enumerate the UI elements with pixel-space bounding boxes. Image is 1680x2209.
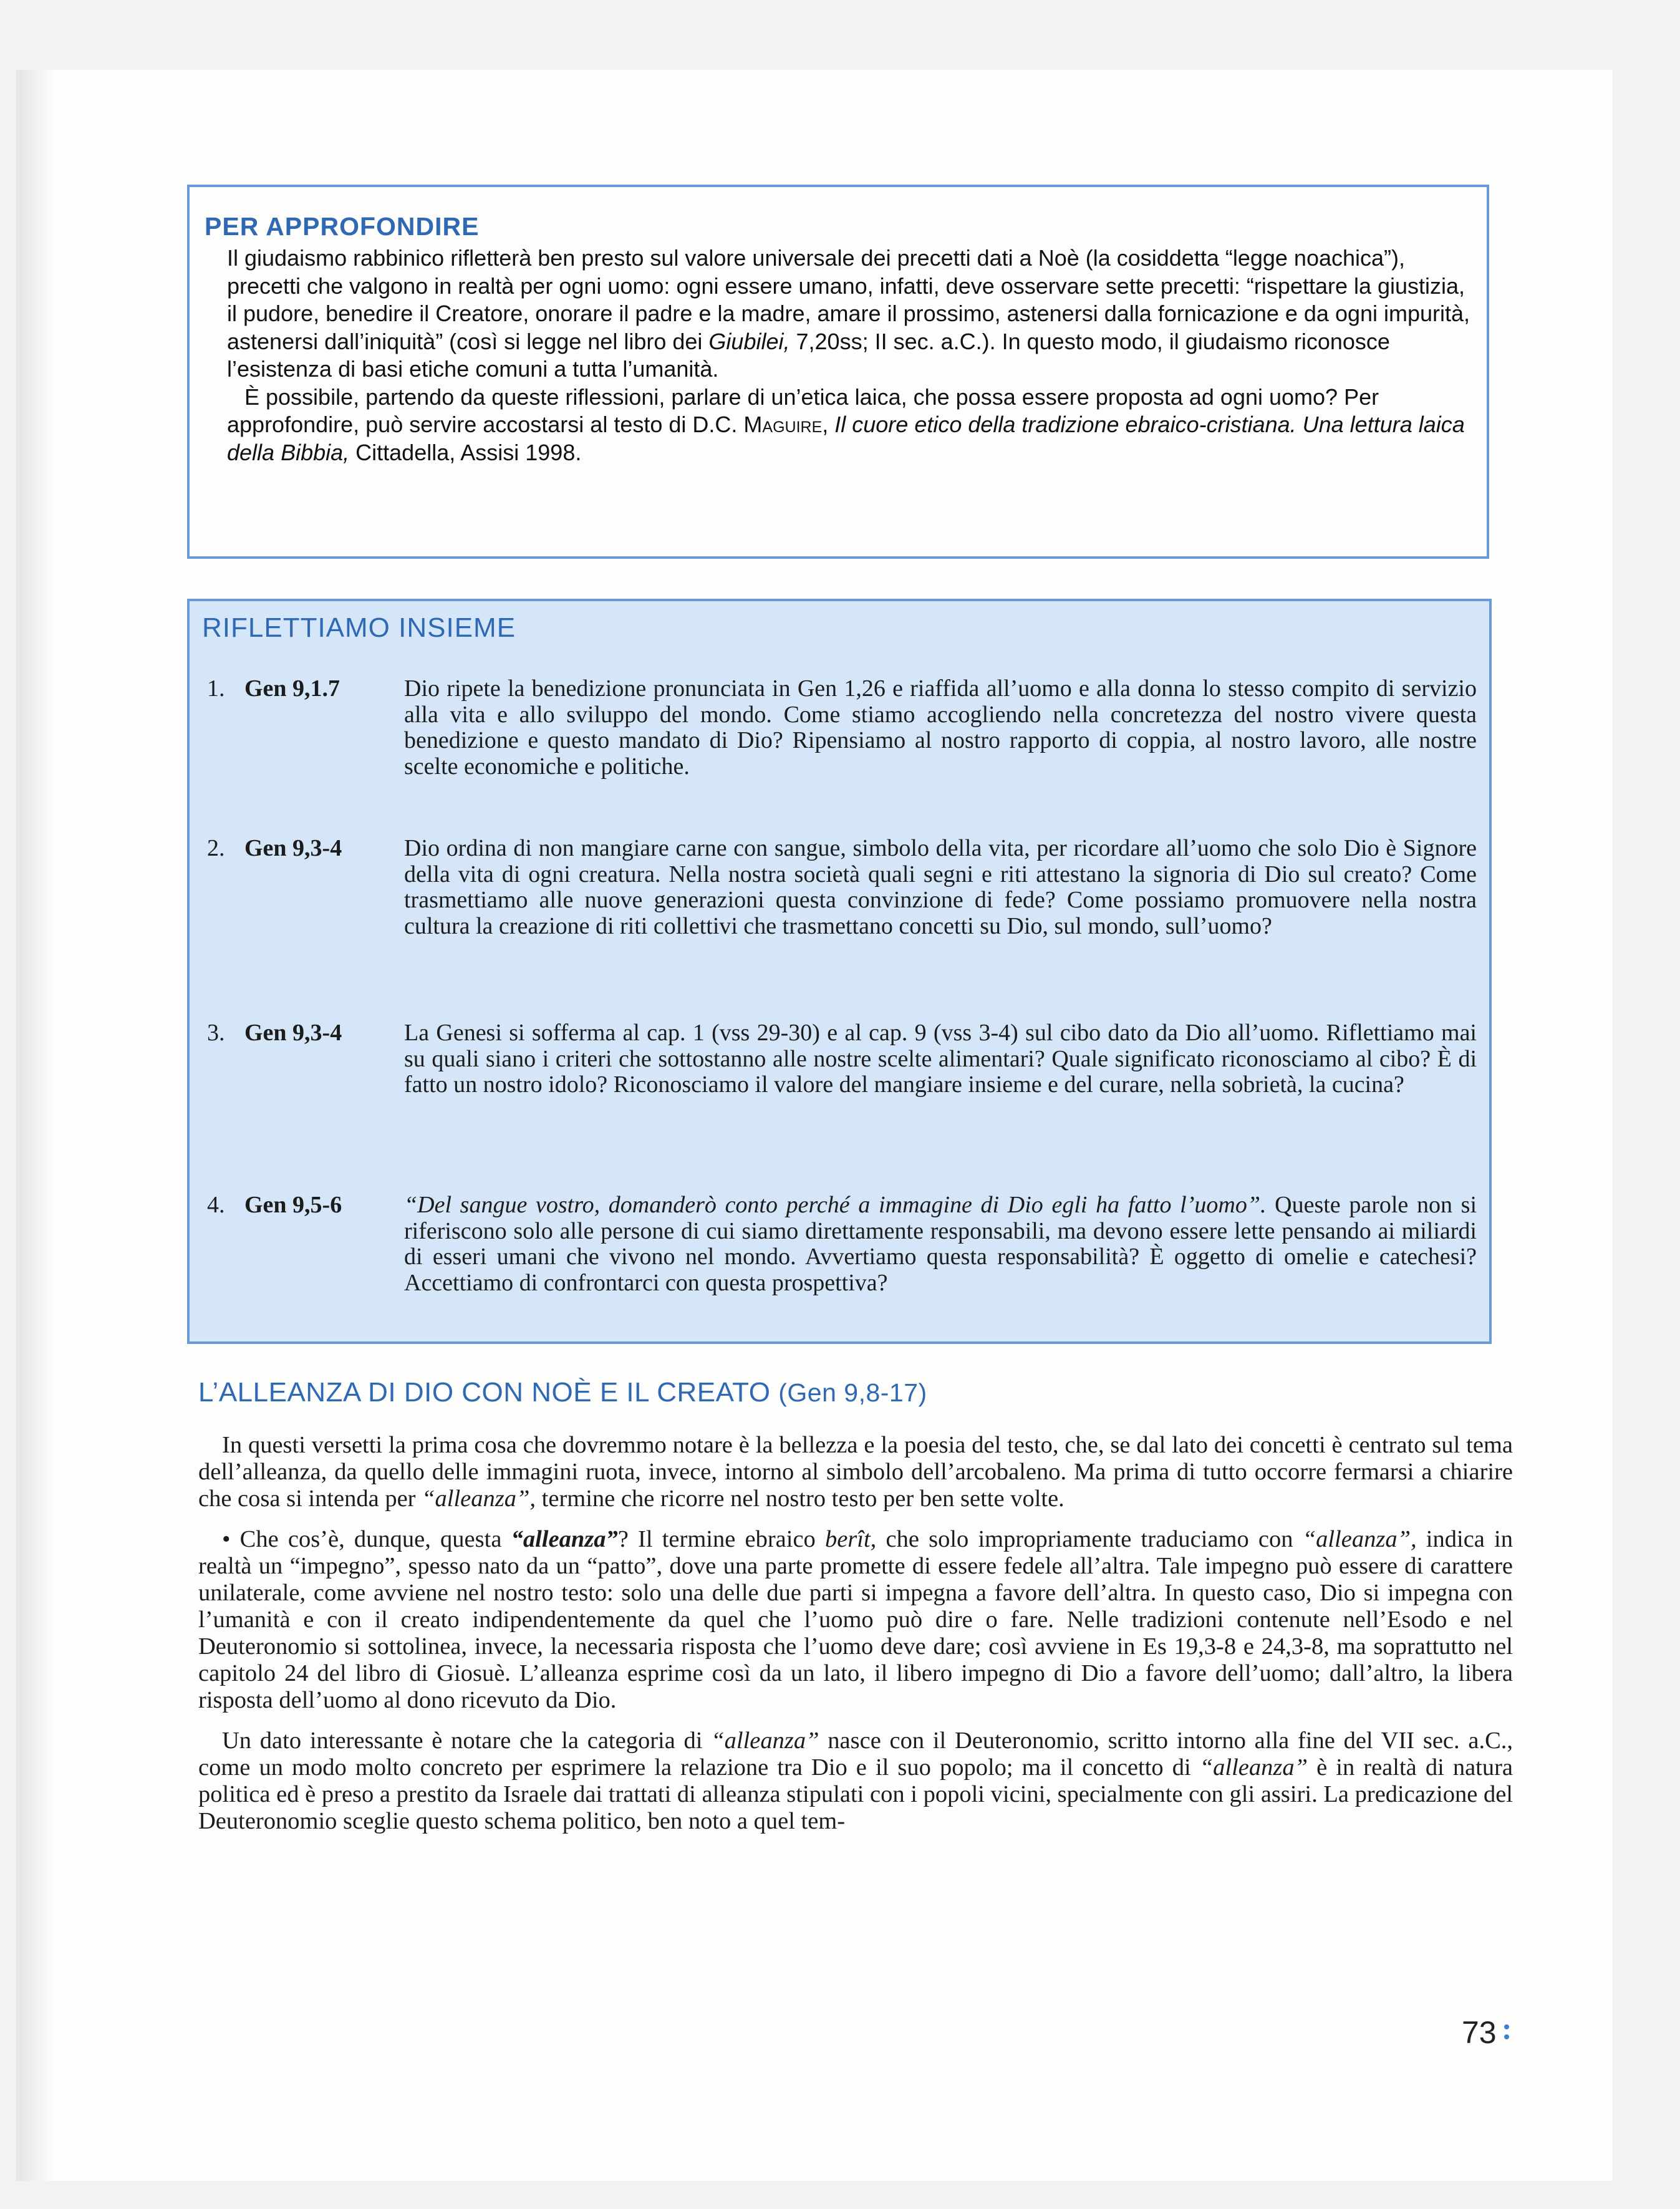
- reflection-text: Dio ripete la benedizione pronunciata in Gen 1,26 e riaffida all’uomo e alla donna lo stesso compito di servizio alla vita e allo sviluppo del mondo. Come stiamo accogliendo nella concretezza del nostro vivere questa benedizione e questo mandato di Dio? Ripensiamo al nostro rapporto di coppia, al nostro lavoro, alle nostre scelte economiche e politiche.: [404, 675, 1477, 780]
- reflection-text: “Del sangue vostro, domanderò conto perché a immagine di Dio egli ha fatto l’uomo”. Queste parole non si riferiscono solo alle persone di cui siamo direttamente responsabili, ma devono essere lette pensando ai miliardi di esseri umani che vivono nel mondo. Avvertiamo questa responsabilità? È oggetto di omelie e catechesi? Accettiamo di confrontarci con questa prospettiva?: [404, 1192, 1477, 1296]
- reflection-text: Dio ordina di non mangiare carne con sangue, simbolo della vita, per ricordare all’uomo che solo Dio è Signore della vita di ogni creatura. Nella nostra società quali segni e riti attestano la signoria di Dio sul creato? Come trasmettiamo alle nuove generazioni questa convinzione di fede? Come possiamo promuovere nella nostra cultura la creazione di riti collettivi che trasmettano concetti su Dio, sul mondo, sull’uomo?: [404, 835, 1477, 939]
- reflection-text: La Genesi si sofferma al cap. 1 (vss 29-30) e al cap. 9 (vss 3-4) sul cibo dato da Dio all’uomo. Riflettiamo mai su quali siano i criteri che sottostanno alle nostre scelte alimentari? Quale significato riconosciamo al cibo? È di fatto un nostro idolo? Riconosciamo il valore del mangiare insieme e del curare, nella sobrietà, la cucina?: [404, 1020, 1477, 1098]
- riflettiamo-insieme-title: RIFLETTIAMO INSIEME: [202, 612, 516, 643]
- riflettiamo-insieme-box: RIFLETTIAMO INSIEME 1. Gen 9,1.7 Dio ripete la benedizione pronunciata in Gen 1,26 e riaffida all’uomo e alla donna lo stesso compito di servizio alla vita e allo sviluppo del mondo. Come stiamo accogliendo nella concretezza del nostro vivere questa benedizione e questo mandato di Dio? Ripensiamo al nostro rapporto di coppia, al nostro lavoro, alle nostre scelte economiche e politiche. 2. Gen 9,3-4 Dio ordina di non mangiare carne con sangue, simbolo della vita, per ricordare all’uomo che solo Dio è Signore della vita di ogni creatura. Nella nostra società quali segni e riti attestano la signoria di Dio sul creato? Come trasmettiamo alle nuove generazioni questa convinzione di fede? Come possiamo promuovere nella nostra cultura la creazione di riti collettivi che trasmettano concetti su Dio, sul mondo, sull’uomo? 3. Gen 9,3-4 La Genesi si sofferma al cap. 1 (vss 29-30) e al cap. 9 (vss 3-4) sul cibo dato da Dio all’uomo. Riflettiamo mai su quali siano i criteri che sottostanno alle nostre scelte alimentari? Quale significato riconosciamo al cibo? È di fatto un nostro idolo? Riconosciamo il valore del mangiare insieme e del curare, nella sobrietà, la cucina? 4. Gen 9,5-6 “Del sangue vostro, domanderò conto perché a immagine di Dio egli ha fatto l’uomo”. Queste parole non si riferiscono solo alle persone di cui siamo direttamente responsabili, ma devono essere lette pensando ai miliardi di esseri umani che vivono nel mondo. Avvertiamo questa responsabilità? È oggetto di omelie e catechesi? Accettiamo di confrontarci con questa prospettiva?: [187, 599, 1492, 1344]
- section-heading: L’ALLEANZA DI DIO CON NOÈ E IL CREATO (Gen 9,8-17): [198, 1377, 927, 1408]
- per-approfondire-box: [187, 185, 1489, 559]
- per-approfondire-paragraph-2: È possibile, partendo da queste riflessioni, parlare di un’etica laica, che possa essere proposta ad ogni uomo? Per approfondire, può servire accostarsi al testo di D.C. Maguire, Il cuore etico della tradizione ebraico-cristiana. Una lettura laica della Bibbia, Cittadella, Assisi 1998.: [227, 384, 1465, 465]
- body-paragraph-2: • Che cos’è, dunque, questa “alleanza”? Il termine ebraico berît, che solo impropriamente traduciamo con “alleanza”, indica in realtà un “impegno”, spesso nato da un “patto”, dove una parte promette di essere fedele all’altra. Tale impegno può essere di carattere unilaterale, come avviene nel nostro testo: solo una delle due parti si impegna a favore dell’altra. In questo caso, Dio si impegna con l’umanità e con il creato indipendentemente da quel che l’uomo può dire o fare. Nelle tradizioni contenute nell’Esodo e nel Deuteronomio si sottolinea, invece, la necessaria risposta che l’uomo deve dare; così avviene in Es 19,3-8 e 24,3-8, ma soprattutto nel capitolo 24 del libro di Giosuè. L’alleanza esprime così da un lato, il libero impegno di Dio a favore dell’uomo; dall’altro, la libera risposta dell’uomo al dono ricevuto da Dio.: [198, 1526, 1513, 1713]
- body-paragraph-3: Un dato interessante è notare che la categoria di “alleanza” nasce con il Deuteronomio, scritto intorno alla fine del VII sec. a.C., come un modo molto concreto per esprimere la relazione tra Dio e il suo popolo; ma il concetto di “alleanza” è in realtà di natura politica ed è preso a prestito da Israele dai trattati di alleanza stipulati con i popoli vicini, specialmente con gli assiri. La predicazione del Deuteronomio sceglie questo schema politico, ben noto a quel tem-: [198, 1728, 1513, 1834]
- book-title: Il cuore etico della tradizione ebraico-cristiana. Una lettura laica della Bibbia,: [227, 412, 1465, 465]
- author-name: Maguire,: [743, 412, 829, 437]
- reflection-quote: “Del sangue vostro, domanderò conto perché a immagine di Dio egli ha fatto l’uomo”.: [404, 1192, 1267, 1218]
- per-approfondire-body: [227, 244, 1480, 466]
- page-number: 73: [1462, 2015, 1497, 2050]
- reflection-ref: Gen 9,1.7: [244, 675, 340, 702]
- body-paragraph-1: In questi versetti la prima cosa che dovremmo notare è la bellezza e la poesia del testo, che, se dal lato dei concetti è centrato sul tema dell’alleanza, da quello delle immagini ruota, invece, intorno al simbolo dell’arcobaleno. Ma prima di tutto occorre fermarsi a chiarire che cosa si intenda per “alleanza”, termine che ricorre nel nostro testo per ben sette volte.: [198, 1432, 1513, 1512]
- page-number-dots-icon: [1504, 2024, 1509, 2044]
- section-subtitle: (Gen 9,8-17): [778, 1378, 927, 1407]
- per-approfondire-paragraph-1: Il giudaismo rabbinico rifletterà ben presto sul valore universale dei precetti dati a Noè (la cosiddetta “legge noachica”), precetti che valgono in realtà per ogni uomo: ogni essere umano, infatti, deve osservare sette precetti: “rispettare la giustizia, il pudore, benedire il Creatore, onorare il padre e la madre, amare il prossimo, astenersi dalla fornicazione e da ogni impurità, astenersi dall’iniquità” (così si legge nel libro dei Giubilei, 7,20ss; II sec. a.C.). In questo modo, il giudaismo riconosce l’esistenza di basi etiche comuni a tutta l’umanità.: [227, 245, 1470, 382]
- reflection-ref: Gen 9,5-6: [244, 1192, 342, 1218]
- per-approfondire-title: PER APPROFONDIRE: [205, 212, 480, 241]
- reflection-ref: Gen 9,3-4: [244, 835, 342, 861]
- body-text: [198, 1432, 1513, 1835]
- binding-shadow: [16, 70, 54, 2181]
- reflection-ref: Gen 9,3-4: [244, 1020, 342, 1046]
